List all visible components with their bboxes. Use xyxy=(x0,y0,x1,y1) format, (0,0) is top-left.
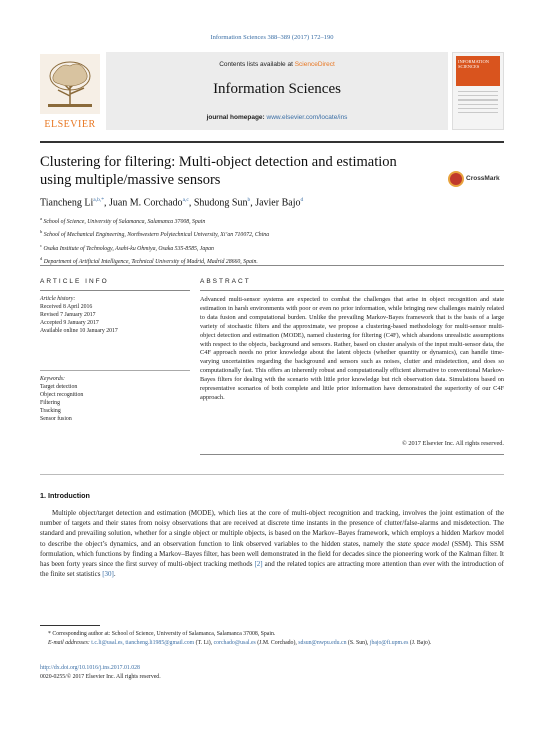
intro-text: . xyxy=(113,570,116,579)
keywords xyxy=(40,375,190,423)
history-item: Received 8 April 2016 xyxy=(40,304,93,310)
email-link[interactable]: jbajo@fi.upm.es xyxy=(369,639,409,646)
homepage-line xyxy=(106,114,448,121)
article-title: Clustering for filtering: Multi-object detection and estimation using multiple/massive sensors xyxy=(40,154,397,188)
author-list: Tiancheng $Li^{a,b,*}$, Juan M. Corchado$^{a,c}$, Shudong Sun$^b$, Javier Bajo$^d$ xyxy=(40,197,304,209)
publisher-name: ELSEVIER xyxy=(44,119,96,130)
author-affil-marker[interactable]: a,c xyxy=(182,197,189,203)
email-link[interactable]: corchado@usal.es xyxy=(213,639,256,646)
history-item: Accepted 9 January 2017 xyxy=(40,320,99,326)
homepage-link[interactable]: www.elsevier.com/locate/ins xyxy=(266,114,348,121)
issn-line: 0020-0255/© 2017 Elsevier Inc. All rights reserved. xyxy=(40,673,161,680)
affiliations xyxy=(40,214,504,268)
intro-text: and the related topics are attracting more attention than ever with the introduction of the finite set statistics xyxy=(40,560,504,579)
intro-emphasis: state space model xyxy=(397,539,450,548)
affiliation-text: School of Science, University of Salamanca, Salamanca 37008, Spain xyxy=(43,218,206,225)
author-name[interactable]: Tiancheng Li xyxy=(40,197,94,209)
affiliation-text: Osaka Institute of Technology, Asahi-ku Ohmiya, Osaka 535-8585, Japan xyxy=(43,245,214,252)
corresponding-author-footnote xyxy=(48,630,504,647)
affiliation-marker: b xyxy=(40,229,43,235)
footnote-rule xyxy=(40,625,100,626)
author-name[interactable]: Juan M. Corchado xyxy=(108,197,183,209)
article-info-label: ARTICLE INFO xyxy=(40,278,109,285)
doi-block xyxy=(40,664,161,681)
email-owner: (J. Bajo). xyxy=(408,639,432,646)
history-item: Available online 10 January 2017 xyxy=(40,328,118,334)
keyword: Object recognition xyxy=(40,392,84,398)
email-owner: (T. Li), xyxy=(194,639,214,646)
email-owner: (S. Sun), xyxy=(346,639,370,646)
homepage-prefix: journal homepage: xyxy=(206,114,267,121)
email-link[interactable]: sdsun@nwpu.edu.cn xyxy=(298,639,347,646)
citation-link[interactable]: [2] xyxy=(254,560,263,569)
author-affil-marker[interactable]: a,b,* xyxy=(93,197,104,203)
email-addresses xyxy=(48,639,504,648)
abstract-text: Advanced multi-sensor systems are expected to combat the challenges that arise in object recognition and state estimation in harsh environments with poor or even no prior information, while bringing new challenges mainly related to data fusion and computational burden. Unlike the prevailing Markov-Bayes framework that is the basis of a large variety of stochastic filters and the approximate, we propose a clustering-based methodology for multi-sensor multi-object detection and estimation (MODE), named clustering for filtering (C4F), which abandons unrealistic assumptions with respect to the objects, background and sensors. Rather, based on cluster analysis of the input multi-sensor data, the C4F approach needs no prior knowledge about the latent objects (whether quantity or dynamics), can handle time-varying uncertainties regarding the background and sensors such as noises, clutter and misdetection, and does so computationally fast. This offers an inherently robust and computationally efficient alternative to conventional Markov-Bayes filters for dealing with the scenario with little prior knowledge but rich observation data. Simulations based on representative scenarios of both complete and little prior information have demonstrated the superiority of our C4F approach. xyxy=(200,296,504,401)
contents-line xyxy=(106,61,448,68)
corresponding-author: * Corresponding author at: School of Science, University of Salamanca, Salamanca 37008, Spain. xyxy=(48,631,276,637)
affiliation xyxy=(40,227,504,240)
keyword: Target detection xyxy=(40,384,78,390)
keywords-rule xyxy=(40,370,190,371)
keyword: Tracking xyxy=(40,408,61,414)
affiliation-marker: c xyxy=(40,242,42,248)
cover-lines xyxy=(458,91,498,116)
keyword: Filtering xyxy=(40,400,60,406)
affiliation-text: Department of Artificial Intelligence, Technical University of Madrid, Madrid 28660, Spain. xyxy=(43,259,258,266)
affiliation-marker: a xyxy=(40,216,42,221)
intro-text: (SSM). This SSM formulation, which functions by finding a Markov–Bayes filter, has been well demonstrated in the field for decades since the pioneering work of the Kalman filter. It has been forty years since the first survey of multi-object tracking methods xyxy=(40,539,504,569)
affiliation xyxy=(40,241,504,254)
affiliation-marker: d xyxy=(40,256,43,262)
email-label: E-mail addresses: xyxy=(48,639,92,646)
cover-title: INFORMATION SCIENCES xyxy=(458,59,490,69)
crossmark-button[interactable] xyxy=(448,169,506,189)
article-history xyxy=(40,295,190,335)
crossmark-label: CrossMark xyxy=(466,175,500,182)
crossmark-icon xyxy=(448,171,464,187)
author-name[interactable]: Javier Bajo xyxy=(255,197,301,209)
intro-text: Multiple object/target detection and estimation (MODE), which lies at the core of multi-object recognition and tracking, involves the joint estimation of the number of targets and their states from noisy observations that are received at discrete time instants in the presence of clutter/false-alarms and misdetection. The standard and prevailing solution, whether for a single object or multiple objects, is based on the Markov–Bayes framework, which employs a hidden Markov model to describe the object’s dynamics, and an observation function to link observed variables to the hidden states, namely the xyxy=(40,509,504,548)
citation-link[interactable]: [30] xyxy=(102,570,114,579)
journal-reference[interactable]: Information Sciences 388–389 (2017) 172–190 xyxy=(210,34,334,41)
abstract-copyright: © 2017 Elsevier Inc. All rights reserved. xyxy=(401,440,504,447)
front-matter-rule xyxy=(40,474,504,475)
author-name[interactable]: Shudong Sun xyxy=(193,197,248,209)
section-heading-introduction: 1. Introduction xyxy=(40,491,90,500)
journal-cover-image xyxy=(452,52,504,130)
sciencedirect-link[interactable]: ScienceDirect xyxy=(294,61,335,68)
author-affil-marker[interactable]: d xyxy=(300,197,304,203)
keywords-header: Keywords: xyxy=(40,376,65,382)
introduction-paragraph xyxy=(40,508,504,579)
elsevier-tree-icon xyxy=(40,54,100,114)
journal-name: Information Sciences xyxy=(213,81,341,97)
affiliation-rule xyxy=(40,265,504,266)
history-item: Revised 7 January 2017 xyxy=(40,312,96,318)
email-owner: (J.M. Corchado), xyxy=(255,639,299,646)
header-rule xyxy=(40,141,504,143)
history-header: Article history: xyxy=(40,296,76,302)
elsevier-logo xyxy=(40,54,100,130)
contents-prefix: Contents lists available at xyxy=(219,61,295,68)
abstract-rule xyxy=(200,290,504,291)
journal-info-box xyxy=(106,52,448,130)
journal-header xyxy=(40,52,504,132)
abstract-end-rule xyxy=(200,454,504,455)
article-info-rule xyxy=(40,290,190,291)
abstract-label: ABSTRACT xyxy=(200,278,251,285)
doi-link[interactable]: http://dx.doi.org/10.1016/j.ins.2017.01.028 xyxy=(40,665,140,671)
affiliation-text: School of Mechanical Engineering, Northwestern Polytechnical University, Xi’an 710072, China xyxy=(43,232,270,239)
author-affil-marker[interactable]: b xyxy=(247,197,251,203)
keyword: Sensor fusion xyxy=(40,416,72,422)
email-link[interactable]: t.c.li@usal.es, tiancheng.li1985@gmail.com xyxy=(91,639,195,646)
affiliation xyxy=(40,214,504,227)
